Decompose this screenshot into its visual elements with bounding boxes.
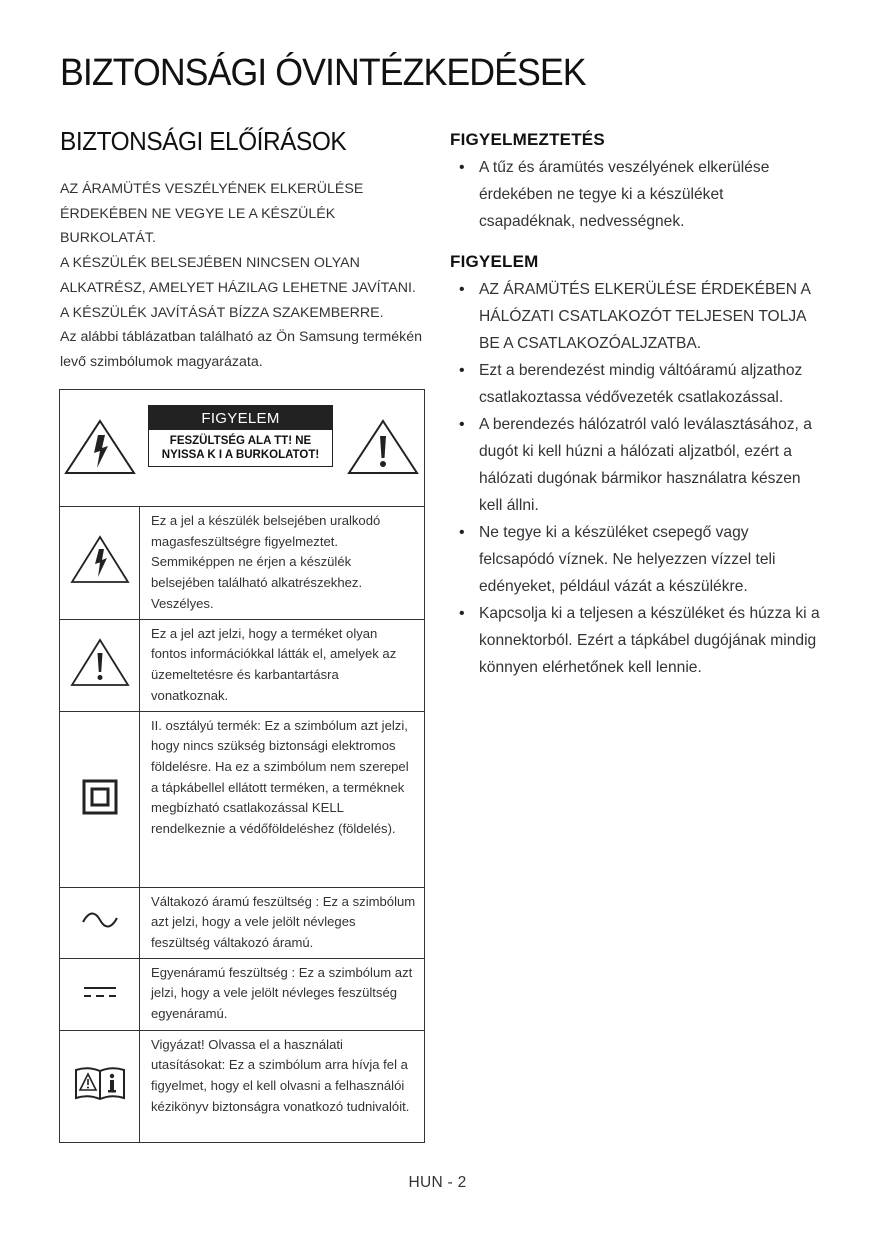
dc-voltage-icon [82,984,118,1000]
right-column [450,130,820,681]
caution-title: FIGYELEM [450,252,539,271]
symbol-description: Egyenáramú feszültség : Ez a szimbólum azt jelzi, hogy a vele jelölt névleges feszültség egyenáramú. [140,958,425,1030]
page-title: BIZTONSÁGI ÓVINTÉZKEDÉSEK [60,52,586,94]
symbol-row [60,619,425,711]
warning-title: FIGYELMEZTETÉS [450,130,605,149]
page-number: HUN - 2 [408,1174,467,1191]
list-item: • A berendezés hálózatról való leválasztásához, a dugót ki kell húzni a hálózati aljzatból, ezért a hálózati dugónak bármikor használatra készen kell állni. [450,411,820,519]
read-manual-icon [74,1064,126,1104]
intro-paragraph: A KÉSZÜLÉK BELSEJÉBEN NINCSEN OLYAN ALKATRÉSZ, AMELYET HÁZILAG LEHETNE JAVÍTANI. A KÉSZÜLÉK JAVÍTÁSÁT BÍZZA SZAKEMBERRE. [60,255,416,321]
list-item: • AZ ÁRAMÜTÉS ELKERÜLÉSE ÉRDEKÉBEN A HÁLÓZATI CSATLAKOZÓT TELJESEN TOLJA BE A CSATLAKOZÓALJZATBA. [450,276,820,357]
symbol-row [60,711,425,887]
high-voltage-icon [63,418,137,476]
intro-paragraph: Az alábbi táblázatban található az Ön Samsung termékén levő szimbólumok magyarázata. [60,329,423,370]
symbol-description: Váltakozó áramú feszültség : Ez a szimbólum azt jelzi, hogy a vele jelölt névleges feszültség váltakozó áramú. [140,887,425,958]
left-column [60,126,426,375]
warning-label-header: FIGYELEM [149,406,332,430]
symbol-description: Ez a jel a készülék belsejében uralkodó magasfeszültségre figyelmeztet. Semmiképpen ne érjen a készülék belsejében található alkatrészekhez. Veszélyes. [140,507,425,620]
list-item: • Ezt a berendezést mindig váltóáramú aljzathoz csatlakoztassa védővezeték csatlakozással. [450,357,820,411]
warning-label-body: FESZÜLTSÉG ALA TT! NE NYISSA K I A BURKOLATOT! [161,435,320,461]
list-item: • Ne tegye ki a készüléket csepegő vagy felcsapódó víznek. Ne helyezzen vízzel teli edényeket, például vázát a készülékre. [450,519,820,600]
intro-paragraph: AZ ÁRAMÜTÉS VESZÉLYÉNEK ELKERÜLÉSE ÉRDEKÉBEN NE VEGYE LE A KÉSZÜLÉK BURKOLATÁT. [60,181,364,247]
symbol-row [60,1030,425,1142]
list-item: • A tűz és áramütés veszélyének elkerülése érdekében ne tegye ki a készüléket csapadéknak, nedvességnek. [450,154,820,235]
symbol-row [60,887,425,958]
exclamation-icon [346,418,420,476]
class-ii-icon [82,779,118,815]
symbol-table [59,389,425,1143]
symbol-description: Vigyázat! Olvassa el a használati utasításokat: Ez a szimbólum arra hívja fel a figyelmet, hogy el kell olvasni a felhasználói kézikönyv biztonságra vonatkozó tudnivalóit. [140,1030,425,1142]
ac-voltage-icon [80,910,120,930]
symbol-row [60,958,425,1030]
caution-list [450,276,820,681]
warning-label-box [148,405,333,467]
warning-list [450,154,820,235]
high-voltage-icon [70,535,130,585]
warning-row [60,390,425,507]
exclamation-icon [70,638,130,688]
intro-text [60,177,426,375]
symbol-description: Ez a jel azt jelzi, hogy a terméket olyan fontos információkkal látták el, amelyek az üzemeltetésre és karbantartásra vonatkoznak. [140,619,425,711]
list-item: • Kapcsolja ki a teljesen a készüléket és húzza ki a konnektorból. Ezért a tápkábel dugójának mindig könnyen elérhetőnek kell lennie. [450,600,820,681]
section-title: BIZTONSÁGI ELŐÍRÁSOK [60,126,347,156]
symbol-description: II. osztályú termék: Ez a szimbólum azt jelzi, hogy nincs szükség biztonsági elektromos földelésre. Ha ez a szimbólum nem szerepel a tápkábellel ellátott terméken, a terméknek megbízható csatlakozással KELL rendelkeznie a védőföldeléshez (földelés). [140,711,425,887]
symbol-row [60,507,425,620]
